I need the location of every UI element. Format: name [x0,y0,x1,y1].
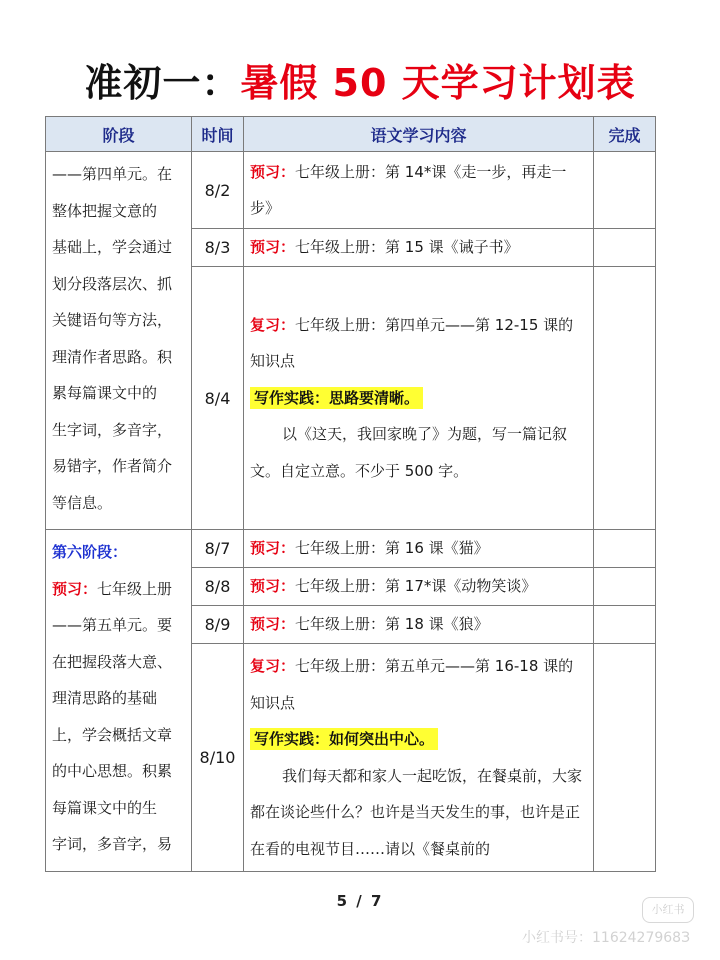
content-cell [244,229,594,267]
stage-line: 等信息。 [52,493,113,512]
review-tag: 复习： [250,315,296,334]
content-text: 七年级上册：第 16 课《猫》 [295,539,489,558]
content-cell [244,568,594,606]
done-checkbox-cell[interactable] [594,267,656,530]
done-checkbox-cell[interactable] [594,606,656,644]
table-row [46,152,656,229]
stage-line: ——第四单元。在 [52,165,173,183]
date-cell: 8/9 [192,606,244,644]
header-stage: 阶段 [46,117,192,152]
table-header-row [46,117,656,152]
writing-practice-label: 写作实践：思路要清晰。 [250,387,423,409]
done-checkbox-cell[interactable] [594,568,656,606]
preview-tag: 预习： [250,539,296,558]
date-cell: 8/2 [192,152,244,229]
writing-practice-label: 写作实践：如何突出中心。 [250,728,438,750]
done-checkbox-cell[interactable] [594,644,656,872]
watermark-logo: 小红书 [642,897,694,923]
page-number: 5 / 7 [336,892,384,910]
stage-line: 字词，多音字，易 [52,835,173,853]
stage-line: 基础上，学会通过 [52,238,173,256]
done-checkbox-cell[interactable] [594,530,656,568]
stage-line: 整体把握文意的 [52,201,158,220]
essay-prompt: 我们每天都和家人一起吃饭，在餐桌前，大家都在谈论些什么？也许是当天发生的事，也许是正在看的电视节目……请以《餐桌前的 [250,766,583,858]
stage-line: 理清思路的基础 [52,689,158,707]
date-cell: 8/7 [192,530,244,568]
done-checkbox-cell[interactable] [594,152,656,229]
date-cell: 8/8 [192,568,244,606]
stage-cell-6 [46,530,192,872]
stage-cell-5 [46,152,192,530]
date-cell: 8/3 [192,229,244,267]
title-main: 暑假 50 天学习计划表 [240,61,636,105]
stage-line: 的中心思想。积累 [52,762,173,780]
page-title [0,52,720,107]
essay-prompt: 以《这天，我回家晚了》为题，写一篇记叙文。自定立意。不少于 500 字。 [250,425,568,480]
preview-tag: 预习： [250,238,296,257]
stage-line: ——第五单元。要 [52,616,173,634]
content-cell [244,267,594,530]
content-text: 七年级上册：第五单元——第 16-18 课的知识点 [250,657,574,712]
content-text: 七年级上册：第四单元——第 12-15 课的知识点 [250,315,574,371]
preview-tag: 预习： [250,577,296,596]
content-text: 七年级上册：第 17*课《动物笑谈》 [295,577,537,596]
preview-tag: 预习： [250,615,296,634]
stage-line: 易错字，作者简介 [52,457,173,475]
table-row [46,530,656,568]
stage-line: 七年级上册 [97,579,173,598]
study-plan-table [45,116,656,872]
stage-line: 上，学会概括文章 [52,725,173,744]
content-cell [244,606,594,644]
header-content: 语文学习内容 [244,117,594,152]
date-cell: 8/4 [192,267,244,530]
content-cell [244,152,594,229]
stage-line: 生字词，多音字， [52,420,173,439]
preview-tag: 预习： [52,579,98,598]
content-text: 七年级上册：第 15 课《诫子书》 [295,238,519,257]
stage-line: 累每篇课文中的 [52,384,158,402]
stage-line: 理清作者思路。积 [52,347,173,366]
header-time: 时间 [192,117,244,152]
content-text: 七年级上册：第 18 课《狼》 [295,615,489,634]
preview-tag: 预习： [250,162,296,181]
stage-line: 关键语句等方法， [52,311,173,329]
title-prefix: 准初一： [84,61,241,105]
done-checkbox-cell[interactable] [594,229,656,267]
watermark-text: 小红书号：1162427968З [522,930,691,946]
stage-line: 在把握段落大意、 [52,652,173,671]
content-cell [244,644,594,872]
content-text: 七年级上册：第 14*课《走一步，再走一步》 [250,162,567,217]
stage-line: 每篇课文中的生 [52,798,158,817]
stage-heading: 第六阶段： [52,543,128,561]
review-tag: 复习： [250,657,296,675]
header-done: 完成 [594,117,656,152]
stage-line: 划分段落层次、抓 [52,274,173,293]
content-cell [244,530,594,568]
date-cell: 8/10 [192,644,244,872]
